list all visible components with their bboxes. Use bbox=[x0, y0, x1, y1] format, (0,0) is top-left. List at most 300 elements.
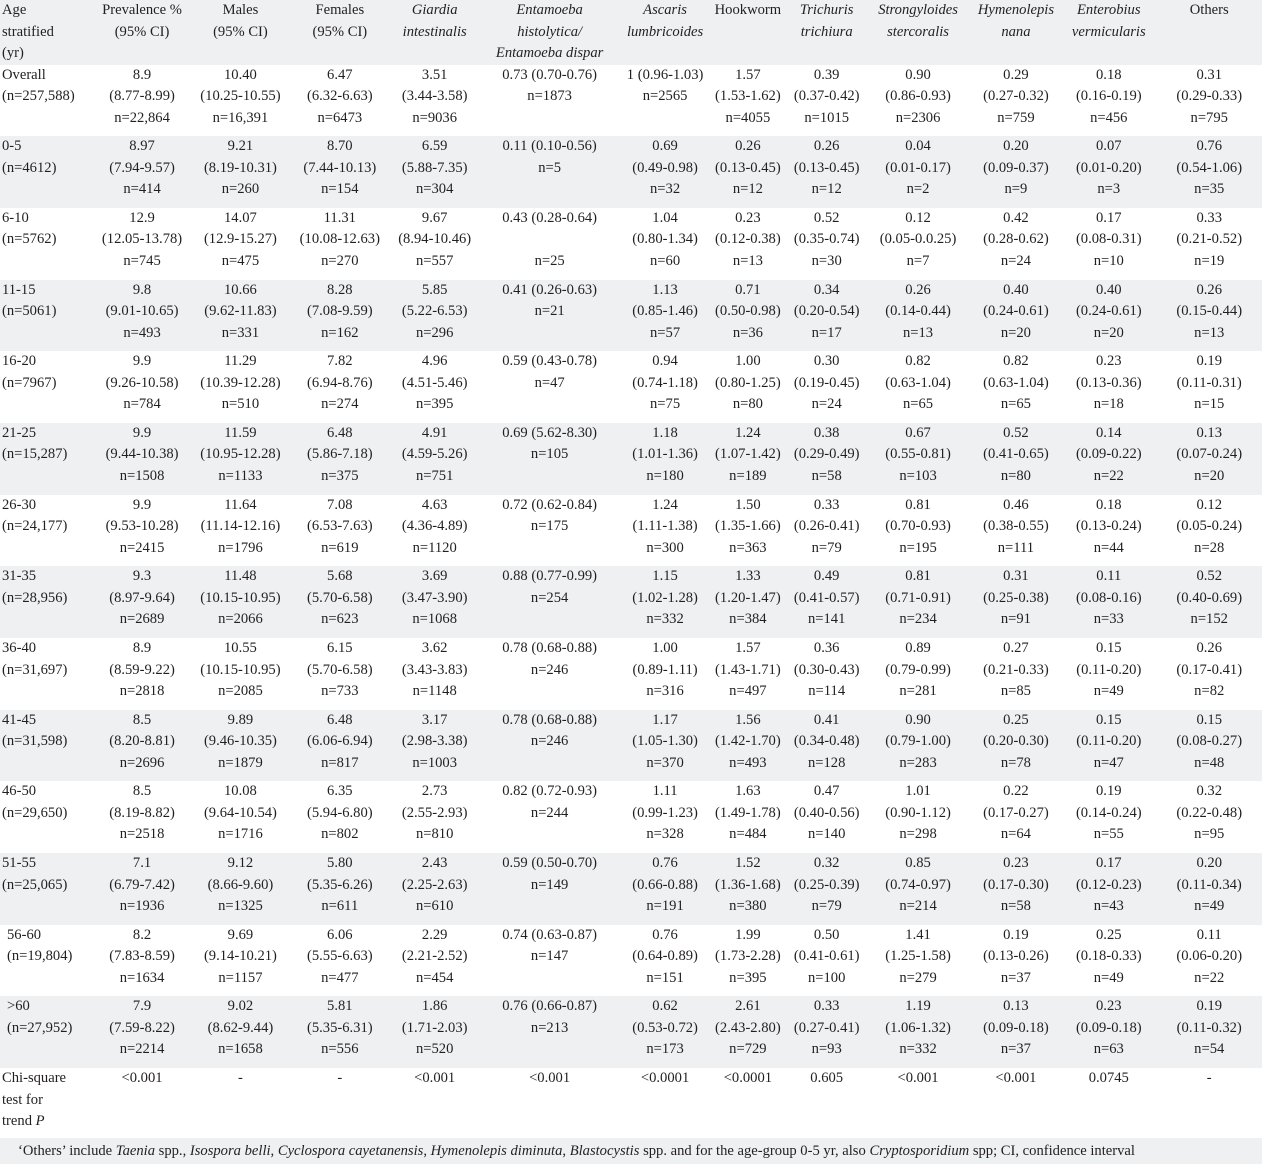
cell-line: n=22,864 bbox=[114, 109, 170, 126]
table-cell bbox=[287, 566, 392, 638]
age-group-cell bbox=[0, 351, 90, 423]
cell-line: (1.01-1.36) bbox=[632, 446, 698, 463]
cell-line: 0.11 bbox=[1096, 568, 1122, 585]
cell-line: n=2066 bbox=[218, 611, 263, 628]
cell-line: 0.20 bbox=[1196, 855, 1222, 872]
cell-line: (0.90-1.12) bbox=[885, 804, 951, 821]
cell-line: n=475 bbox=[221, 252, 260, 269]
cell-line: (0.41-0.61) bbox=[793, 948, 860, 965]
cell-line: 3.51 bbox=[421, 66, 448, 83]
cell-line: Overall bbox=[2, 66, 46, 83]
table-cell bbox=[1156, 351, 1262, 423]
cell-line: n=65 bbox=[1000, 396, 1031, 413]
cell-line: 0.26 bbox=[905, 281, 931, 298]
cell-line: 0.82 bbox=[905, 353, 931, 370]
cell-line: (0.08-0.31) bbox=[1075, 231, 1142, 248]
table-cell bbox=[1061, 351, 1156, 423]
cell-line: 0.19 bbox=[1096, 783, 1122, 800]
cell-line: (0.12-0.38) bbox=[715, 231, 781, 248]
cell-line: 0.43 (0.28-0.64) bbox=[502, 209, 598, 226]
table-cell bbox=[865, 638, 970, 710]
cell-line: 0.04 bbox=[905, 138, 931, 155]
table-cell bbox=[971, 208, 1061, 280]
cell-line: n=733 bbox=[321, 683, 359, 699]
cell-line: 2.73 bbox=[421, 783, 448, 800]
cell-line: (1.07-1.42) bbox=[715, 446, 781, 463]
cell-line: (0.49-0.98) bbox=[632, 159, 698, 176]
table-row bbox=[0, 280, 1262, 352]
cell-line: (n=28,956) bbox=[2, 589, 68, 606]
cell-line: n=1325 bbox=[218, 898, 263, 915]
table-cell bbox=[194, 566, 287, 638]
cell-line: (0.24-0.61) bbox=[983, 303, 1049, 320]
cell-line: 0.33 bbox=[813, 496, 840, 513]
cell-line: 0.90 bbox=[905, 66, 931, 83]
p-value-symbol: P bbox=[35, 1113, 45, 1130]
table-cell bbox=[788, 351, 865, 423]
cell-line: 8.28 bbox=[327, 281, 353, 298]
cell-line: 0.25 bbox=[1003, 711, 1029, 728]
cell-line: n=331 bbox=[221, 324, 260, 341]
cell-line: n=55 bbox=[1093, 826, 1124, 843]
cell-line: n=456 bbox=[1090, 109, 1128, 126]
table-cell bbox=[1061, 495, 1156, 567]
cell-line: (9.64-10.54) bbox=[203, 804, 277, 821]
cell-line: 0.52 bbox=[1003, 424, 1029, 441]
cell-line: n=12 bbox=[732, 181, 763, 198]
cell-line: (0.01-0.17) bbox=[885, 159, 951, 176]
cell-line: 1.99 bbox=[735, 926, 761, 943]
column-header bbox=[477, 0, 623, 65]
cell-line: n=557 bbox=[415, 252, 454, 269]
cell-line: 11-15 bbox=[2, 281, 36, 298]
cell-line: 0.33 bbox=[1196, 209, 1222, 226]
table-cell bbox=[708, 208, 788, 280]
cell-line: 0.78 (0.68-0.88) bbox=[502, 640, 598, 656]
cell-line: 56-60 bbox=[7, 926, 42, 943]
cell-line: n=7 bbox=[906, 252, 930, 269]
column-header-line: Females bbox=[315, 2, 365, 18]
cell-line: (0.20-0.54) bbox=[793, 303, 860, 320]
cell-line: n=16,391 bbox=[212, 109, 269, 126]
cell-line: (0.11-0.34) bbox=[1176, 876, 1242, 893]
cell-line: 1.15 bbox=[652, 568, 678, 585]
column-header bbox=[287, 0, 392, 65]
cell-line: 2.29 bbox=[421, 926, 448, 943]
cell-line: 6.48 bbox=[327, 711, 353, 728]
table-cell bbox=[194, 996, 287, 1068]
cell-line: 1.33 bbox=[735, 568, 761, 585]
cell-line: 0.71 bbox=[735, 281, 761, 298]
table-cell bbox=[971, 495, 1061, 567]
cell-line: n=78 bbox=[1000, 754, 1031, 771]
column-header-line: Age bbox=[2, 2, 27, 18]
cell-line: 0.74 (0.63-0.87) bbox=[502, 926, 598, 943]
cell-line: n=5 bbox=[538, 159, 562, 176]
cell-line: (0.25-0.38) bbox=[983, 589, 1049, 606]
cell-line: n=246 bbox=[530, 733, 569, 750]
column-header-line: Hookworm bbox=[714, 2, 782, 18]
cell-line: (6.53-7.63) bbox=[306, 518, 373, 535]
table-cell bbox=[194, 853, 287, 925]
table-cell bbox=[1061, 566, 1156, 638]
cell-line: (0.13-0.45) bbox=[715, 159, 781, 176]
table-cell bbox=[708, 638, 788, 710]
table-cell bbox=[194, 208, 287, 280]
cell-line: (0.25-0.39) bbox=[793, 876, 860, 893]
cell-line: 4.91 bbox=[421, 424, 448, 441]
cell-line: n=6473 bbox=[317, 109, 363, 126]
cell-line: (0.16-0.19) bbox=[1075, 88, 1142, 104]
cell-line: (10.15-10.95) bbox=[200, 661, 281, 678]
cell-line: 0.76 bbox=[652, 855, 678, 872]
cell-line: 0.18 bbox=[1096, 496, 1122, 513]
cell-line: n=162 bbox=[321, 324, 359, 341]
cell-line: n=21 bbox=[534, 303, 565, 320]
table-cell bbox=[865, 136, 970, 208]
table-cell bbox=[971, 996, 1061, 1068]
cell-line: (0.29-0.49) bbox=[793, 446, 860, 463]
cell-line: (5.35-6.26) bbox=[306, 876, 373, 893]
cell-line: n=114 bbox=[808, 683, 846, 699]
table-cell bbox=[194, 351, 287, 423]
table-cell bbox=[393, 853, 477, 925]
cell-line: (n=24,177) bbox=[2, 518, 68, 535]
cell-line: (n=25,065) bbox=[2, 876, 68, 893]
cell-line: n=477 bbox=[321, 969, 359, 986]
table-cell bbox=[1061, 208, 1156, 280]
table-cell bbox=[971, 638, 1061, 710]
cell-line: n=95 bbox=[1194, 826, 1225, 843]
cell-line: 0.82 bbox=[1003, 353, 1029, 370]
cell-line: n=610 bbox=[415, 898, 454, 915]
cell-line: n=57 bbox=[650, 324, 681, 341]
table-cell bbox=[477, 566, 623, 638]
table-cell bbox=[865, 65, 970, 137]
table-cell bbox=[971, 566, 1061, 638]
age-group-cell bbox=[0, 136, 90, 208]
column-header-line: Hymenolepis bbox=[977, 2, 1055, 18]
cell-line: 0.19 bbox=[1003, 926, 1029, 943]
cell-line: 11.29 bbox=[224, 353, 257, 370]
cell-line: 0.19 bbox=[1196, 998, 1222, 1015]
cell-line: n=795 bbox=[1190, 109, 1228, 126]
table-cell bbox=[477, 925, 623, 997]
cell-line: n=260 bbox=[221, 181, 260, 198]
cell-line: (3.47-3.90) bbox=[401, 589, 468, 606]
cell-line: n=37 bbox=[1000, 969, 1031, 986]
cell-line: 11.48 bbox=[224, 568, 257, 585]
cell-line: n=254 bbox=[530, 589, 569, 606]
cell-line: (0.27-0.41) bbox=[793, 1019, 860, 1036]
cell-line: (n=19,804) bbox=[7, 948, 73, 965]
cell-line: (0.14-0.44) bbox=[885, 303, 951, 320]
column-header-line: (95% CI) bbox=[114, 23, 170, 40]
cell-line: n=1658 bbox=[218, 1041, 263, 1058]
table-cell bbox=[971, 423, 1061, 495]
table-cell bbox=[393, 781, 477, 853]
cell-line: n=189 bbox=[729, 467, 767, 484]
table-row bbox=[0, 566, 1262, 638]
table-cell bbox=[708, 65, 788, 137]
cell-line: 0.31 bbox=[1003, 568, 1029, 585]
cell-line: (0.70-0.93) bbox=[885, 518, 951, 535]
table-cell bbox=[90, 566, 193, 638]
cell-line: n=279 bbox=[899, 969, 937, 986]
cell-line: (n=257,588) bbox=[2, 88, 75, 104]
cell-line: n=619 bbox=[321, 539, 359, 556]
table-cell bbox=[622, 65, 707, 137]
cell-line: (0.79-0.99) bbox=[885, 661, 951, 678]
cell-line: (4.51-5.46) bbox=[401, 374, 468, 391]
cell-line: (10.39-12.28) bbox=[200, 374, 281, 391]
cell-line: (0.09-0.37) bbox=[983, 159, 1049, 176]
table-cell bbox=[622, 996, 707, 1068]
column-header-line: (95% CI) bbox=[312, 23, 368, 40]
table-row bbox=[0, 996, 1262, 1068]
cell-line: (0.11-0.20) bbox=[1076, 733, 1142, 750]
column-header-line: Entamoeba bbox=[516, 2, 583, 18]
cell-line: 0.38 bbox=[813, 424, 840, 441]
cell-line: n=1796 bbox=[218, 539, 263, 556]
cell-line: (0.09-0.18) bbox=[983, 1019, 1049, 1036]
table-cell bbox=[477, 495, 623, 567]
p-value-cell: - bbox=[1206, 1070, 1212, 1087]
table-cell bbox=[194, 280, 287, 352]
table-cell bbox=[865, 566, 970, 638]
table-cell bbox=[1156, 925, 1262, 997]
table-cell bbox=[865, 925, 970, 997]
cell-line: (0.12-0.23) bbox=[1075, 876, 1142, 893]
cell-line: 0.31 bbox=[1196, 66, 1222, 83]
chi-square-label-word: trend bbox=[2, 1113, 32, 1130]
column-header-line: Males bbox=[222, 2, 259, 18]
cell-line: 0.69 (5.62-8.30) bbox=[502, 424, 598, 441]
cell-line: (2.25-2.63) bbox=[401, 876, 468, 893]
cell-line: (8.62-9.44) bbox=[207, 1019, 274, 1036]
cell-line: n=173 bbox=[646, 1041, 684, 1058]
cell-line: 1.01 bbox=[905, 783, 931, 800]
p-value-cell: <0.001 bbox=[897, 1070, 939, 1087]
cell-line: (0.35-0.74) bbox=[793, 231, 860, 248]
table-cell bbox=[1156, 495, 1262, 567]
table-row bbox=[0, 638, 1262, 710]
table-cell bbox=[393, 566, 477, 638]
cell-line: (0.38-0.55) bbox=[983, 518, 1049, 535]
cell-line: n=35 bbox=[1194, 181, 1225, 198]
cell-line: n=2306 bbox=[895, 109, 941, 126]
cell-line: n=270 bbox=[321, 252, 359, 269]
cell-line: (8.20-8.81) bbox=[109, 733, 175, 750]
table-cell bbox=[708, 351, 788, 423]
table-cell bbox=[90, 351, 193, 423]
cell-line: (1.35-1.66) bbox=[715, 518, 781, 535]
cell-line: (2.98-3.38) bbox=[401, 733, 468, 750]
cell-line: 0.17 bbox=[1096, 209, 1122, 226]
cell-line: (0.80-1.34) bbox=[632, 231, 698, 248]
cell-line: (0.22-0.48) bbox=[1176, 804, 1243, 821]
cell-line: 10.40 bbox=[224, 66, 257, 83]
cell-line: (n=31,697) bbox=[2, 661, 68, 678]
cell-line: n=3 bbox=[1097, 181, 1121, 198]
cell-line: 9.9 bbox=[132, 424, 152, 441]
cell-line: (7.08-9.59) bbox=[306, 303, 373, 320]
cell-line: (0.08-0.16) bbox=[1075, 589, 1142, 606]
cell-line: (3.44-3.58) bbox=[401, 88, 468, 104]
column-header-line: Enterobius bbox=[1077, 2, 1141, 18]
cell-line: 0.78 (0.68-0.88) bbox=[502, 711, 598, 728]
table-cell bbox=[788, 925, 865, 997]
chi-square-row bbox=[0, 1068, 1262, 1133]
table-cell bbox=[708, 996, 788, 1068]
cell-line: n=1716 bbox=[218, 826, 263, 843]
table-cell bbox=[194, 136, 287, 208]
cell-line: 0.30 bbox=[813, 353, 840, 370]
cell-line: n=304 bbox=[415, 181, 454, 198]
table-cell bbox=[788, 280, 865, 352]
cell-line: (0.40-0.69) bbox=[1176, 589, 1243, 606]
cell-line: n=54 bbox=[1194, 1041, 1225, 1058]
table-cell bbox=[865, 208, 970, 280]
cell-line: n=195 bbox=[899, 539, 937, 556]
table-cell bbox=[622, 136, 707, 208]
cell-line: 6.15 bbox=[327, 640, 353, 656]
table-row bbox=[0, 781, 1262, 853]
age-group-cell bbox=[0, 495, 90, 567]
cell-line: (6.79-7.42) bbox=[109, 876, 175, 893]
table-cell bbox=[90, 853, 193, 925]
cell-line: (1.36-1.68) bbox=[715, 876, 781, 893]
cell-line: n=493 bbox=[729, 754, 767, 771]
cell-line: (0.06-0.20) bbox=[1176, 948, 1243, 965]
cell-line: 8.5 bbox=[132, 783, 152, 800]
cell-line: 0.42 bbox=[1003, 209, 1029, 226]
cell-line: n=64 bbox=[1000, 826, 1031, 843]
cell-line: (6.32-6.63) bbox=[306, 88, 373, 104]
cell-line: n=2 bbox=[906, 181, 930, 198]
cell-line: (10.25-10.55) bbox=[200, 88, 281, 104]
cell-line: (8.19-10.31) bbox=[203, 159, 277, 176]
p-value-cell: <0.0001 bbox=[723, 1070, 773, 1087]
table-cell bbox=[971, 781, 1061, 853]
cell-line: 4.63 bbox=[421, 496, 448, 513]
table-cell bbox=[90, 925, 193, 997]
table-cell bbox=[393, 710, 477, 782]
table-cell bbox=[393, 65, 477, 137]
cell-line: 0.76 bbox=[652, 926, 678, 943]
cell-line: (0.41-0.57) bbox=[793, 589, 860, 606]
age-group-cell bbox=[0, 280, 90, 352]
cell-line: (10.95-12.28) bbox=[200, 446, 281, 463]
column-header-line: Strongyloides bbox=[878, 2, 958, 18]
cell-line: n=180 bbox=[646, 467, 684, 484]
table-cell bbox=[477, 208, 623, 280]
age-group-cell bbox=[0, 781, 90, 853]
table-cell bbox=[1156, 638, 1262, 710]
cell-line: 0.41 (0.26-0.63) bbox=[502, 281, 598, 298]
age-group-cell bbox=[0, 996, 90, 1068]
cell-line: 9.67 bbox=[421, 209, 448, 226]
cell-line: n=370 bbox=[646, 754, 684, 771]
p-value-cell: 0.0745 bbox=[1088, 1070, 1129, 1087]
cell-line: 0.15 bbox=[1096, 640, 1122, 656]
cell-line: 12.9 bbox=[129, 209, 155, 226]
table-cell bbox=[477, 996, 623, 1068]
table-cell bbox=[287, 925, 392, 997]
cell-line: n=213 bbox=[530, 1019, 569, 1036]
cell-line: 1 (0.96-1.03) bbox=[626, 66, 704, 83]
cell-line: 0.36 bbox=[813, 640, 840, 656]
cell-line: 0.27 bbox=[1003, 640, 1029, 656]
cell-line: (0.09-0.18) bbox=[1075, 1019, 1142, 1036]
cell-line: (0.34-0.48) bbox=[793, 733, 860, 750]
cell-line: n=1068 bbox=[412, 611, 458, 628]
cell-line: 2.61 bbox=[735, 998, 761, 1015]
table-cell bbox=[788, 495, 865, 567]
table-cell bbox=[1156, 566, 1262, 638]
table-cell bbox=[1061, 996, 1156, 1068]
table-cell bbox=[477, 136, 623, 208]
cell-line: (0.17-0.27) bbox=[983, 804, 1049, 821]
cell-line: (n=29,650) bbox=[2, 804, 68, 821]
cell-line: (5.22-6.53) bbox=[401, 303, 468, 320]
cell-line: n=47 bbox=[534, 374, 565, 391]
cell-line: n=395 bbox=[729, 969, 767, 986]
cell-line: (0.30-0.43) bbox=[793, 661, 860, 678]
cell-line: n=729 bbox=[729, 1041, 767, 1058]
cell-line: n=1120 bbox=[412, 539, 457, 556]
cell-line: n=244 bbox=[530, 804, 569, 821]
cell-line: 0.23 bbox=[1096, 353, 1122, 370]
cell-line: 1.41 bbox=[905, 926, 931, 943]
table-cell bbox=[194, 781, 287, 853]
cell-line: 0.26 bbox=[735, 138, 761, 155]
table-cell bbox=[1061, 710, 1156, 782]
cell-line: n=375 bbox=[321, 467, 359, 484]
cell-line: (0.26-0.41) bbox=[793, 518, 860, 535]
cell-line: n=140 bbox=[807, 826, 846, 843]
cell-line: n=80 bbox=[1000, 467, 1031, 484]
cell-line: n=484 bbox=[729, 826, 767, 843]
cell-line: n=103 bbox=[899, 467, 937, 484]
cell-line: (0.37-0.42) bbox=[793, 88, 860, 104]
cell-line: n=9036 bbox=[412, 109, 458, 126]
cell-line: 1.11 bbox=[652, 783, 678, 800]
cell-line: 7.9 bbox=[132, 998, 152, 1015]
cell-line: (8.66-9.60) bbox=[207, 876, 274, 893]
cell-line: (0.19-0.45) bbox=[793, 374, 860, 391]
cell-line: 0.94 bbox=[652, 353, 678, 370]
cell-line: (11.14-12.16) bbox=[200, 518, 281, 535]
cell-line: (7.94-9.57) bbox=[109, 159, 175, 176]
cell-line: 0.40 bbox=[1003, 281, 1029, 298]
cell-line: n=10 bbox=[1093, 252, 1124, 269]
cell-line: n=111 bbox=[997, 539, 1035, 556]
column-header bbox=[1156, 0, 1262, 65]
table-cell bbox=[865, 280, 970, 352]
cell-line: 0.85 bbox=[905, 855, 931, 872]
table-cell bbox=[788, 996, 865, 1068]
cell-line: (1.02-1.28) bbox=[632, 589, 698, 606]
cell-line: 0.67 bbox=[905, 424, 931, 441]
cell-line bbox=[477, 229, 623, 251]
cell-line: 0.81 bbox=[905, 496, 931, 513]
column-header-line: Ascaris bbox=[643, 2, 687, 18]
table-cell bbox=[788, 423, 865, 495]
cell-line: n=1879 bbox=[218, 754, 263, 771]
cell-line: (4.36-4.89) bbox=[401, 518, 468, 535]
table-cell bbox=[194, 710, 287, 782]
